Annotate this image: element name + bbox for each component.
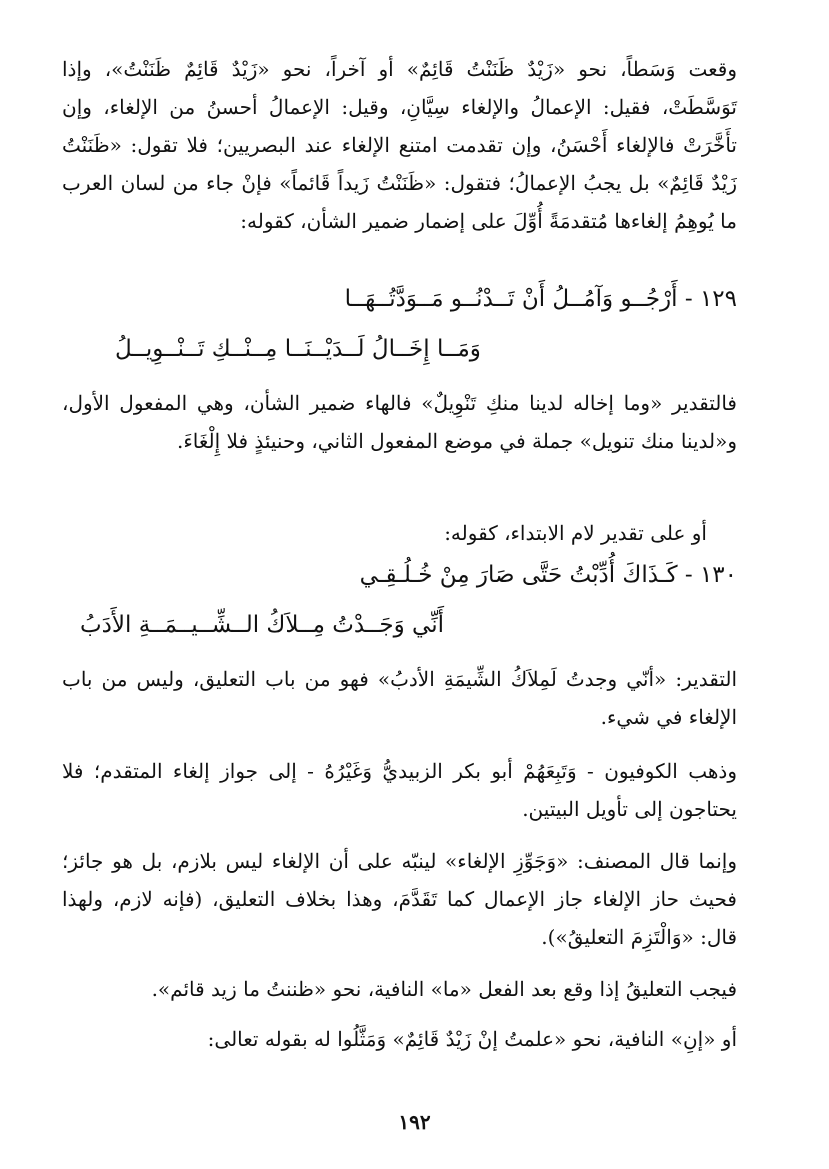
- paragraph-in-nafiya: أو «إنِ» النافية، نحو «علمتُ إنْ زَيْدٌ قَائِمٌ» وَمَثَّلُوا له بقوله تعالى:: [207, 1027, 737, 1051]
- verse-130-first-hemistich: ١٣٠ - كَـذَاكَ أُدِّبْتُ حَتَّى صَارَ مِنْ خُـلُـقِـي: [359, 562, 737, 588]
- paragraph-ilgha-tawassut: وقعت وَسَطاً، نحو «زَيْدٌ ظَنَنْتُ قَائِمٌ» أو آخراً، نحو «زَيْدٌ قَائِمٌ ظَنَنْتُ»، وإذا تَوَسَّطَتْ، فقيل: الإعمالُ والإلغاء سِيَّانِ، وقيل: الإعمالُ أحسنُ من الإلغاء، وإن تأَخَّرَتْ فالإلغاء أَحْسَنُ، وإن تقدمت امتنع الإلغاء عند البصريين؛ فلا تقول: «ظَنَنْتُ زَيْدٌ قَائِمٌ» بل يجبُ الإعمالُ؛ فتقول: «ظَنَنْتُ زَيداً قَائماً» فإنْ جاء من لسان العرب ما يُوهِمُ إلغاءها مُتقدمَةً أُوِّلَ على إضمار ضمير الشأن، كقوله:: [62, 57, 737, 233]
- paragraph-taqdir-taliq: التقدير: «أنّي وجدتُ لَمِلاَكُ الشِّيمَةِ الأدبُ» فهو من باب التعليق، وليس من باب الإلغاء في شيء.: [62, 667, 737, 729]
- paragraph-taqdir-damir-shaan: فالتقدير «وما إخاله لدينا منكِ تَنْوِيلٌ» فالهاء ضمير الشأن، وهي المفعول الأول، و«لدينا منك تنويل» جملة في موضع المفعول الثاني، وحنيئذٍ فلا إِلْغَاءَ.: [62, 391, 737, 453]
- paragraph-ma-nafiya: فيجب التعليقُ إذا وقع بعد الفعل «ما» النافية، نحو «ظننتُ ما زيد قائم».: [151, 977, 737, 1001]
- page-number: ١٩٢: [398, 1110, 431, 1134]
- paragraph-kufiyyun: وذهب الكوفيون - وَتَبِعَهُمْ أبو بكر الزبيديُّ وَغَيْرُهُ - إلى جواز إلغاء المتقدم؛ فلا يحتاجون إلى تأويل البيتين.: [62, 759, 737, 821]
- verse-129-first-hemistich: ١٢٩ - أَرْجُــو وَآمُــلُ أَنْ تَــدْنُــو مَــوَدَّتُــهَــا: [344, 286, 737, 312]
- verse-130-second-hemistich: أَنِّي وَجَــدْتُ مِــلاَكُ الــشِّــيــمَــةِ الأَدَبُ: [80, 612, 445, 638]
- verse-129-second-hemistich: وَمَــا إِخَــالُ لَــدَيْــنَــا مِــنْــكِ تَــنْــوِيــلُ: [115, 336, 481, 362]
- paragraph-jawwiz-ilgha: وإنما قال المصنف: «وَجَوِّزِ الإلغاء» لينبّه على أن الإلغاء ليس بلازم، بل هو جائز؛ فحيث حاز الإلغاء جاز الإعمال كما تَقَدَّمَ، وهذا بخلاف التعليق، (فإنه لازم، ولهذا قال: «وَالْتَزِمَ التعليقُ»).: [62, 849, 737, 949]
- paragraph-lam-ibtida: أو على تقدير لام الابتداء، كقوله:: [444, 521, 707, 545]
